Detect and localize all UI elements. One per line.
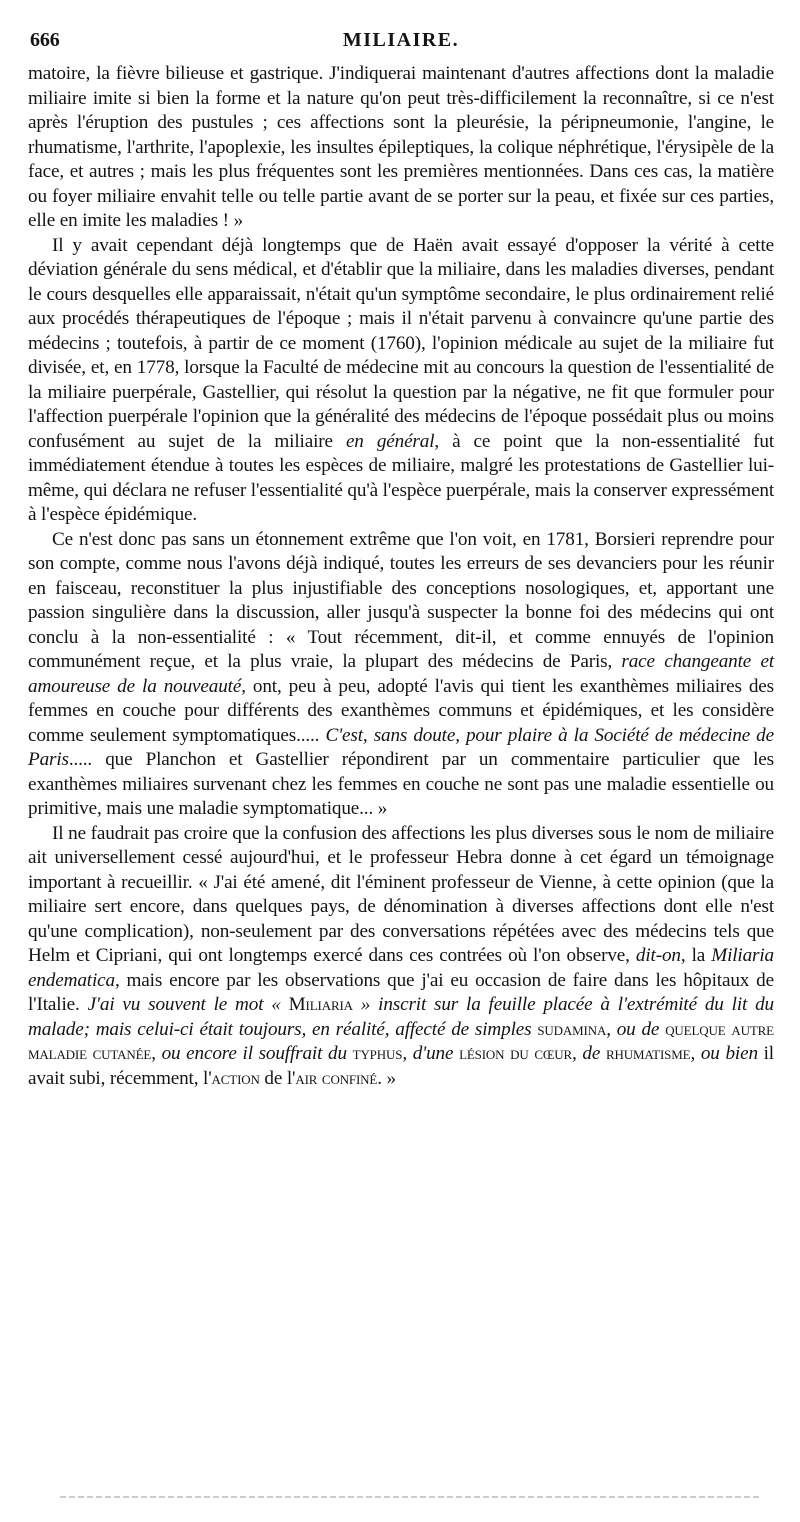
- italic-run: , d'une: [402, 1043, 460, 1064]
- text-run: matoire, la fièvre bilieuse et gastrique. J'indiquerai maintenant d'autres affections dont la maladie miliaire imite si bien la forme et la nature qu'on peut très-difficilement la reconnaître, si ce n'est après l'éruption des pustules ; ces affections sont la pleurésie, la péripneumonie, l'angine, le rhumatisme, l'arthrite, l'apoplexie, les insultes épileptiques, la colique néphrétique, l'érysipèle de la face, et autres ; mais les plus fréquentes sont les premières mentionnées. Dans ces cas, la matière ou foyer miliaire envahit telle ou telle partie avant de se porter sur la peau, et fixée sur ces parties, elle en imite les maladies ! »: [28, 63, 774, 231]
- text-run: . »: [377, 1067, 396, 1089]
- italic-run: , ou de: [606, 1018, 666, 1040]
- small-caps-run: action: [211, 1067, 260, 1089]
- italic-run: dit-on: [635, 945, 681, 966]
- italic-run: race changeante et amoureuse de la nouveauté: [28, 651, 775, 697]
- paragraph-3: [28, 528, 774, 822]
- paragraph-1: [28, 62, 774, 234]
- text-run: Il ne faudrait pas croire que la confusion des affections les plus diverses sous le nom de miliaire ait universellement cessé aujourd'hui, et le professeur Hebra donne à cet égard un témoignage important à recueillir. « J'ai été amené, dit l'éminent professeur de Vienne, à cette opinion (que la miliaire sert encore, dans quelques pays, de dénomination à diverses affections dont elle n'est qu'une complication), non-seulement par des conversations répétées avec des médecins tels que Helm et Cipriani, qui ont longtemps exercé dans ces contrées où l'on observe,: [28, 822, 774, 966]
- text-run: , mais encore par les observations que j'ai eu occasion de faire dans les hôpitaux de l'Italie.: [28, 969, 774, 1015]
- italic-run: » inscrit sur la feuille placée à l'extrémité du lit du malade; mais celui-ci était toujours, en réalité, affecté de simples: [28, 994, 774, 1040]
- paragraph-2: [28, 234, 774, 528]
- italic-run: , de: [572, 1043, 606, 1064]
- small-caps-run: rhumatisme: [605, 1043, 691, 1064]
- running-title: MILIAIRE.: [342, 29, 460, 51]
- text-run: Ce n'est donc pas sans un étonnement extrême que l'on voit, en 1781, Borsieri reprendre pour son compte, comme nous l'avons déjà indiqué, toutes les erreurs de ses devanciers pour les réunir en faisceau, reconstituer la plus injustifiable des conceptions nosologiques, et, apportant une passion singulière dans la discussion, aller jusqu'à suspecter la bonne foi des médecins qui ont conclu à la non-essentialité : « Tout récemment, dit-il, et comme ennuyés de l'opinion communément reçue, et la plus vraie, la plupart des médecins de Paris,: [28, 528, 774, 672]
- text-run: de l': [259, 1067, 296, 1089]
- text-run: , la: [680, 945, 712, 966]
- italic-run: Miliaria endematica: [28, 945, 774, 991]
- text-run: , à ce point que la non-essentialité fut immédiatement étendue à toutes les espèces de miliaire, malgré les protestations de Gastellier lui-même, qui déclara ne refuser l'essentialité qu'à l'espèce puerpérale, mais la conserver expressément à l'espèce épidémique.: [28, 430, 774, 525]
- running-head: [28, 28, 774, 56]
- italic-run: J'ai vu souvent le mot «: [87, 994, 289, 1015]
- text-run: il avait subi, récemment, l': [28, 1043, 774, 1089]
- book-page: [28, 28, 774, 1091]
- small-caps-run: typhus: [352, 1043, 403, 1064]
- italic-run: C'est, sans doute, pour plaire à la Société de médecine de Paris: [28, 724, 774, 770]
- text-run: ..... que Planchon et Gastellier répondirent par un commentaire particulier que les exanthèmes miliaires survenant chez les femmes en couche ne sont pas une maladie essentielle ou primitive, mais une maladie symptomatique... »: [28, 749, 774, 819]
- italic-run: ,: [690, 1043, 701, 1064]
- text-run: Il y avait cependant déjà longtemps que de Haën avait essayé d'opposer la vérité à cette déviation générale du sens médical, et d'établir que la miliaire, dans les maladies diverses, pendant le cours desquelles elle apparaissait, n'était qu'un symptôme secondaire, le plus ordinairement relié aux procédés thérapeutiques de l'époque ; mais il n'était parvenu à convaincre qu'une partie des médecins ; toutefois, à partir de ce moment (1760), l'opinion médicale au sujet de la miliaire fut divisée, et, en 1778, lorsque la Faculté de médecine mit au concours la question de l'essentialité de la miliaire puerpérale, Gastellier, qui résolut la question par la négative, ne fit que formuler pour l'affection puerpérale l'opinion que la généralité des médecins de l'époque possédait plus ou moins confusément au sujet de la miliaire: [28, 234, 774, 452]
- italic-run: en général: [345, 430, 435, 452]
- small-caps-run: lésion du cœur: [459, 1043, 573, 1064]
- page-number: 666: [30, 29, 60, 51]
- small-caps-run: sudamina: [537, 1018, 607, 1040]
- paragraph-4: [28, 822, 774, 1092]
- small-caps-run: Miliaria: [288, 994, 353, 1015]
- text-run: , ont, peu à peu, adopté l'avis qui tient les exanthèmes miliaires des femmes en couche pour différents des exanthèmes communs et épidémiques, et les considère comme seulement symptomatiques.....: [28, 675, 774, 746]
- small-caps-run: air confiné: [295, 1067, 378, 1089]
- italic-run: ou bien: [700, 1043, 758, 1064]
- italic-run: , ou encore il souffrait du: [151, 1043, 353, 1064]
- bleed-through-strip: [60, 1496, 760, 1498]
- small-caps-run: quelque autre maladie cutanée: [28, 1018, 774, 1064]
